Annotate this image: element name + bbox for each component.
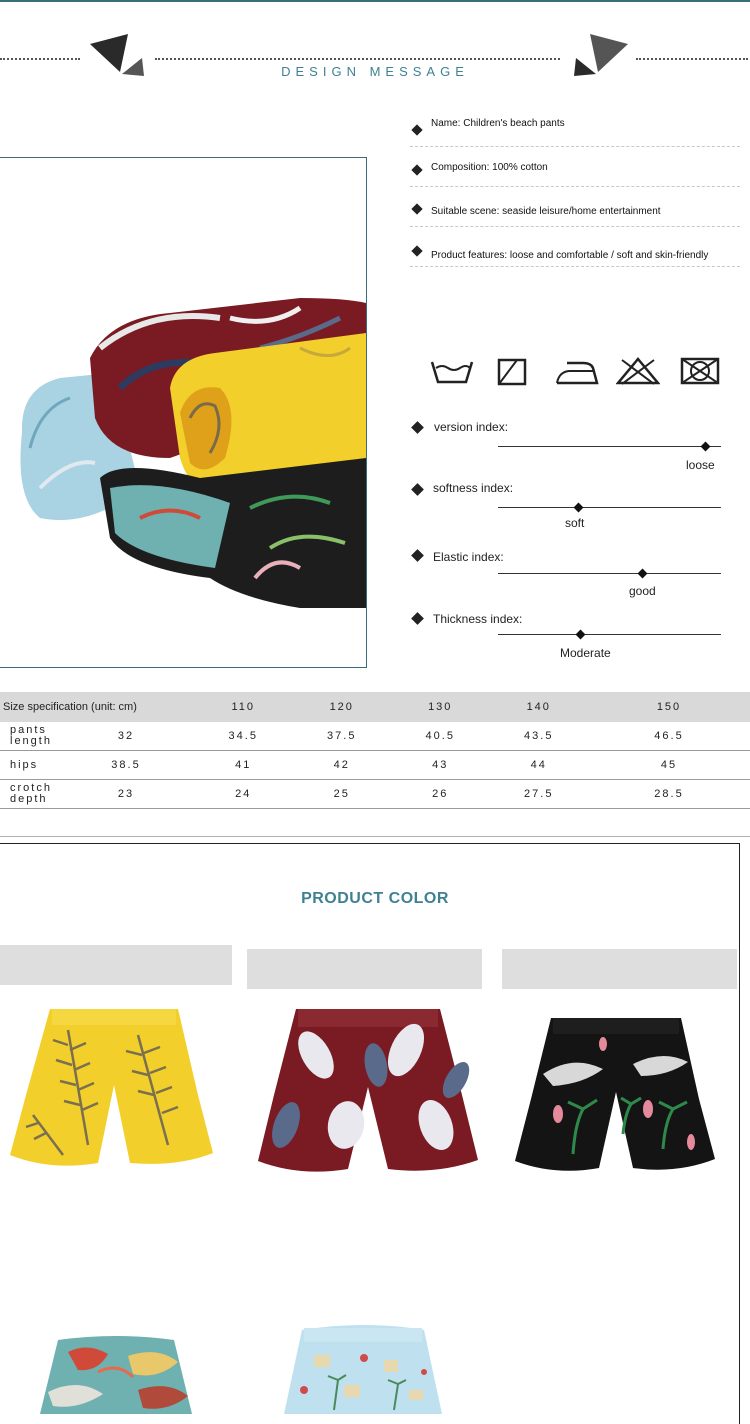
table-row bbox=[0, 722, 750, 751]
bullet-diamond-icon bbox=[411, 245, 422, 256]
table-cell: 32 bbox=[117, 730, 135, 742]
attribute-text: Composition: 100% cotton bbox=[431, 162, 548, 173]
index-label-version: version index: bbox=[434, 420, 509, 434]
table-cell: 27.5 bbox=[490, 780, 589, 809]
product-color-title: PRODUCT COLOR bbox=[301, 890, 449, 907]
size-table-header bbox=[0, 692, 750, 722]
bullet-diamond-icon bbox=[411, 203, 422, 214]
index-value-thickness: Moderate bbox=[560, 646, 611, 660]
index-marker-elastic bbox=[638, 569, 648, 579]
tumble-dry-icon bbox=[497, 358, 529, 386]
bullet-diamond-icon bbox=[411, 421, 424, 434]
design-message-title: DESIGN MESSAGE bbox=[281, 64, 469, 79]
index-label-elastic: Elastic index: bbox=[433, 550, 504, 564]
swatch-band bbox=[0, 945, 232, 985]
rolled-shorts-illustration bbox=[0, 158, 366, 667]
table-cell: 40.5 bbox=[391, 722, 490, 751]
size-table bbox=[0, 692, 750, 809]
table-cell: 23 bbox=[117, 788, 135, 800]
bullet-diamond-icon bbox=[411, 483, 424, 496]
table-cell: 45 bbox=[588, 751, 750, 780]
index-marker-thickness bbox=[576, 630, 586, 640]
index-scale-thickness bbox=[498, 634, 721, 635]
index-value-version: loose bbox=[686, 458, 715, 472]
table-cell: 43 bbox=[391, 751, 490, 780]
row-label: crotch depth bbox=[10, 782, 52, 805]
swatch-band bbox=[247, 949, 482, 989]
size-header-cell: 150 bbox=[588, 692, 750, 722]
row-label: hips bbox=[10, 759, 39, 771]
table-row bbox=[0, 780, 750, 809]
bullet-diamond-icon bbox=[411, 124, 422, 135]
red-leaf-shorts bbox=[256, 1005, 480, 1180]
swatch-band bbox=[502, 949, 737, 989]
table-cell: 25 bbox=[293, 780, 392, 809]
table-cell: 43.5 bbox=[490, 722, 589, 751]
size-header-cell: 120 bbox=[293, 692, 392, 722]
wash-tub-icon bbox=[430, 358, 474, 386]
size-header-cell: 110 bbox=[194, 692, 293, 722]
index-marker-version bbox=[700, 442, 710, 452]
table-cell: 34.5 bbox=[194, 722, 293, 751]
bullet-diamond-icon bbox=[411, 164, 422, 175]
iron-icon bbox=[555, 360, 599, 386]
table-row bbox=[0, 751, 750, 780]
table-cell: 44 bbox=[490, 751, 589, 780]
size-header-cell: Size specification (unit: cm) bbox=[0, 692, 194, 722]
bullet-diamond-icon bbox=[411, 549, 424, 562]
attribute-item bbox=[410, 186, 740, 227]
table-cell: 41 bbox=[194, 751, 293, 780]
product-photo bbox=[0, 157, 367, 668]
attribute-item bbox=[410, 146, 740, 187]
no-dry-clean-icon bbox=[679, 356, 723, 386]
black-flamingo-shorts bbox=[513, 1014, 719, 1179]
teal-roman-shorts bbox=[28, 1332, 204, 1414]
row-cells-wrap bbox=[0, 751, 194, 780]
bullet-diamond-icon bbox=[411, 612, 424, 625]
index-label-thickness: Thickness index: bbox=[433, 612, 523, 626]
index-value-elastic: good bbox=[629, 584, 656, 598]
lightblue-print-shorts bbox=[274, 1320, 452, 1414]
size-header-cell: 130 bbox=[391, 692, 490, 722]
table-cell: 24 bbox=[194, 780, 293, 809]
table-cell: 26 bbox=[391, 780, 490, 809]
attribute-text: Product features: loose and comfortable / soft and skin-friendly bbox=[431, 250, 709, 261]
section-divider bbox=[0, 836, 750, 837]
no-bleach-icon bbox=[616, 356, 660, 386]
yellow-fern-shorts bbox=[8, 1005, 220, 1175]
size-header-cell: 140 bbox=[490, 692, 589, 722]
index-scale-softness bbox=[498, 507, 721, 508]
table-cell: 38.5 bbox=[111, 759, 141, 771]
attribute-item bbox=[410, 226, 740, 267]
attribute-text: Name: Children's beach pants bbox=[431, 118, 565, 129]
row-cells-wrap bbox=[0, 722, 194, 751]
dotted-rule-right bbox=[636, 58, 748, 60]
row-label: pants length bbox=[10, 724, 52, 747]
row-cells-wrap bbox=[0, 780, 194, 809]
table-cell: 37.5 bbox=[293, 722, 392, 751]
dotted-rule-left bbox=[0, 58, 80, 60]
index-label-softness: softness index: bbox=[433, 481, 514, 495]
index-scale-elastic bbox=[498, 573, 721, 574]
attribute-text: Suitable scene: seaside leisure/home entertainment bbox=[431, 206, 661, 217]
top-rule bbox=[0, 0, 750, 2]
dotted-rule-center bbox=[155, 58, 560, 60]
index-marker-softness bbox=[573, 503, 583, 513]
index-scale-version bbox=[498, 446, 721, 447]
table-cell: 46.5 bbox=[588, 722, 750, 751]
table-cell: 42 bbox=[293, 751, 392, 780]
table-cell: 28.5 bbox=[588, 780, 750, 809]
index-value-softness: soft bbox=[565, 516, 585, 530]
attribute-item bbox=[410, 106, 740, 147]
